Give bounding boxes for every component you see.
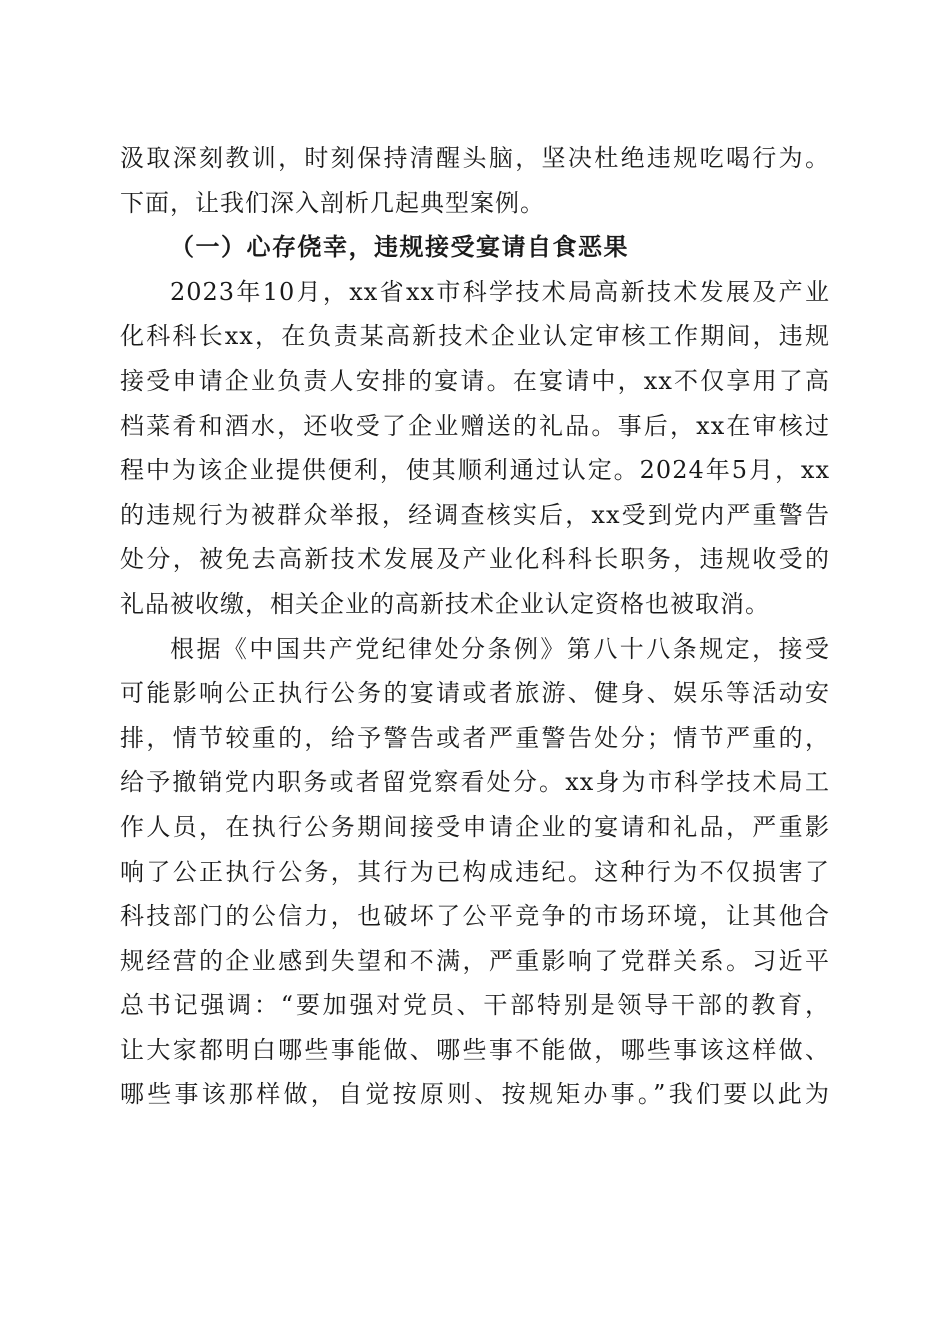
paragraph2-line-1: 根据《中国共产党纪律处分条例》第八十八条规定，接受 bbox=[170, 634, 830, 663]
paragraph2-line-9: 总书记强调：“要加强对党员、干部特别是领导干部的教育， bbox=[120, 991, 830, 1020]
paragraph1-line-3: 接受申请企业负责人安排的宴请。在宴请中，xx不仅享用了高 bbox=[120, 366, 830, 395]
intro-line-1: 汲取深刻教训，时刻保持清醒头脑，坚决杜绝违规吃喝行为。 bbox=[120, 144, 830, 172]
intro-line-2: 下面，让我们深入剖析几起典型案例。 bbox=[120, 188, 545, 217]
paragraph2-line-2: 可能影响公正执行公务的宴请或者旅游、健身、娱乐等活动安 bbox=[120, 679, 830, 708]
paragraph1-line-5: 程中为该企业提供便利，使其顺利通过认定。2024年5月，xx bbox=[120, 456, 830, 485]
paragraph2-line-7: 科技部门的公信力，也破坏了公平竞争的市场环境，让其他合 bbox=[120, 902, 830, 931]
paragraph1-line-8: 礼品被收缴，相关企业的高新技术企业认定资格也被取消。 bbox=[120, 589, 770, 618]
paragraph1-line-1: 2023年10月，xx省xx市科学技术局高新技术发展及产业 bbox=[170, 277, 830, 306]
paragraph1-line-2: 化科科长xx，在负责某高新技术企业认定审核工作期间，违规 bbox=[120, 322, 830, 351]
paragraph2-line-3: 排，情节较重的，给予警告或者严重警告处分；情节严重的， bbox=[120, 723, 830, 752]
paragraph1-line-7: 处分，被免去高新技术发展及产业化科科长职务，违规收受的 bbox=[120, 545, 830, 574]
paragraph1-line-4: 档菜肴和酒水，还收受了企业赠送的礼品。事后，xx在审核过 bbox=[120, 411, 830, 440]
paragraph1-line-6: 的违规行为被群众举报，经调查核实后，xx受到党内严重警告 bbox=[120, 500, 830, 529]
paragraph2-line-6: 响了公正执行公务，其行为已构成违纪。这种行为不仅损害了 bbox=[120, 857, 830, 886]
paragraph2-line-11: 哪些事该那样做，自觉按原则、按规矩办事。”我们要以此为 bbox=[120, 1080, 830, 1109]
document-body bbox=[120, 136, 830, 1117]
paragraph2-line-10: 让大家都明白哪些事能做、哪些事不能做，哪些事该这样做、 bbox=[120, 1035, 830, 1064]
paragraph2-line-5: 作人员，在执行公务期间接受申请企业的宴请和礼品，严重影 bbox=[120, 812, 830, 841]
section-heading: （一）心存侥幸，违规接受宴请自食恶果 bbox=[170, 233, 629, 262]
paragraph2-line-8: 规经营的企业感到失望和不满，严重影响了党群关系。习近平 bbox=[120, 946, 830, 975]
paragraph2-line-4: 给予撤销党内职务或者留党察看处分。xx身为市科学技术局工 bbox=[120, 768, 830, 797]
